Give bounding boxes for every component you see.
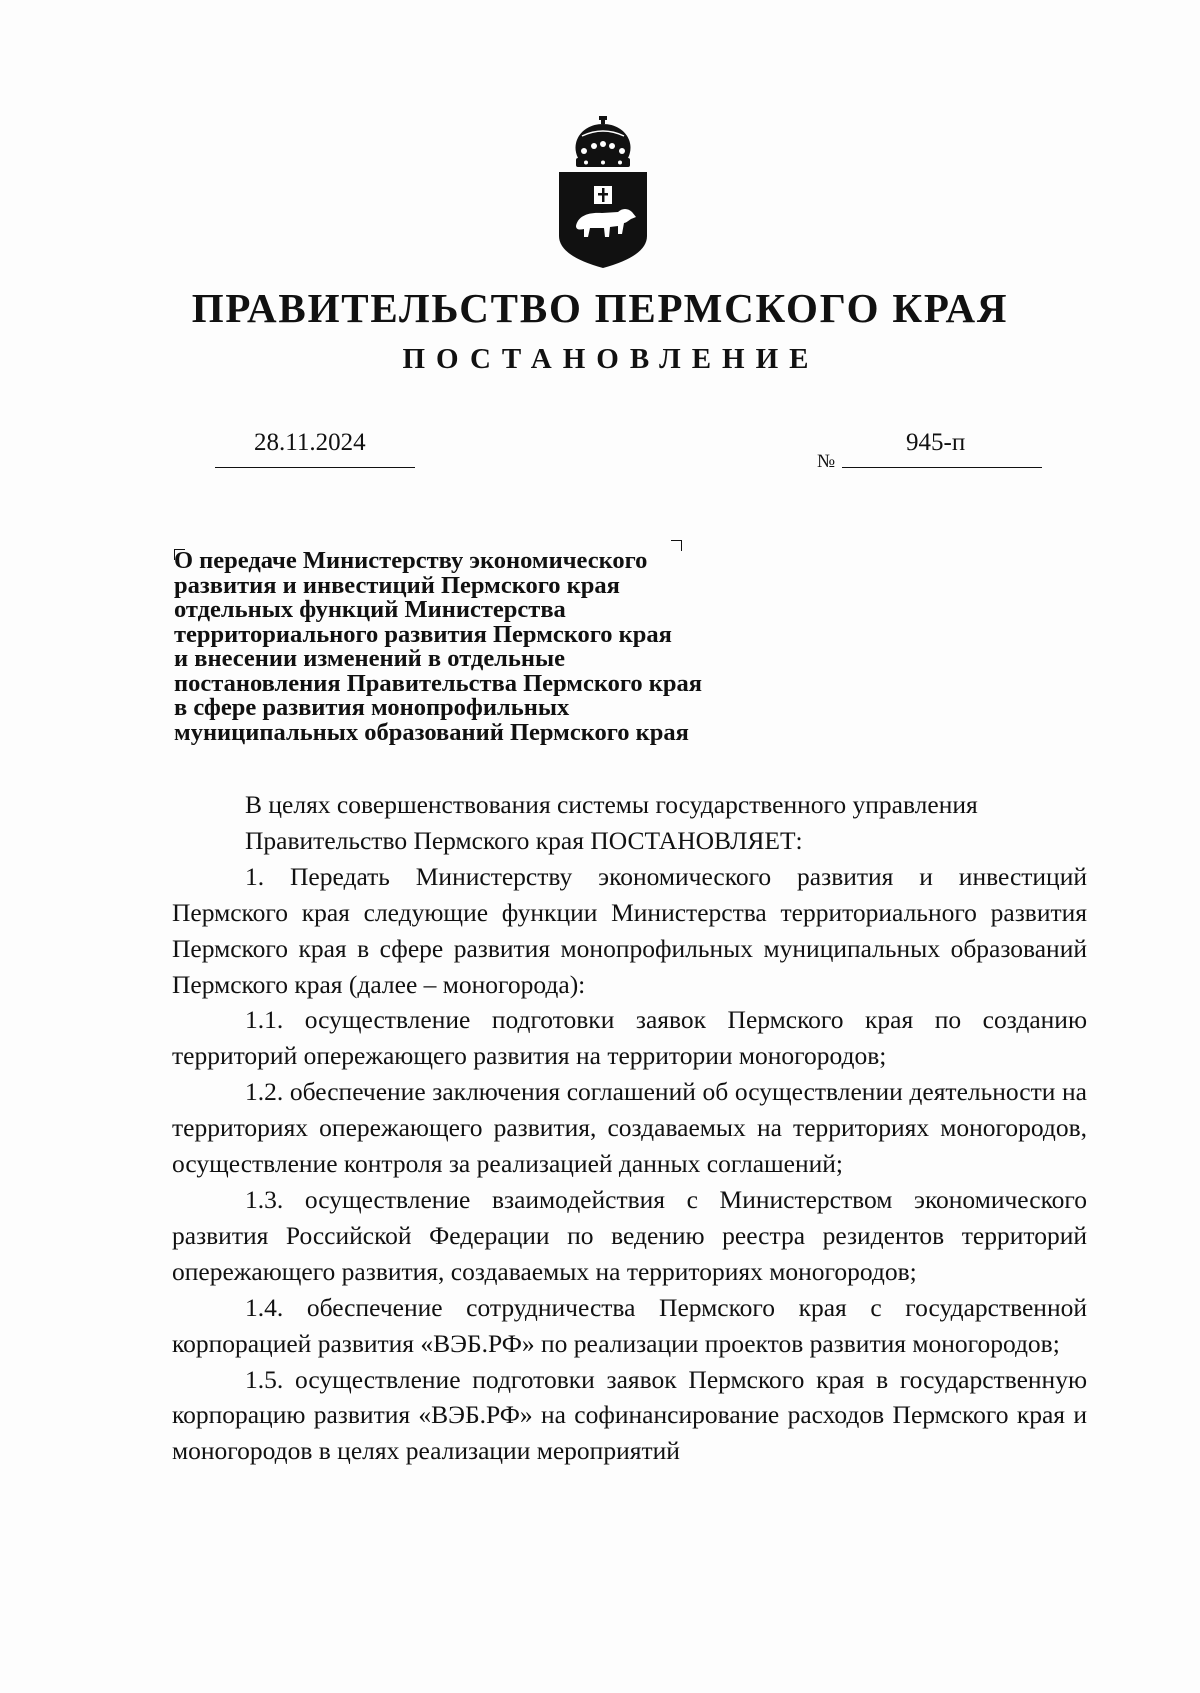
document-number: 945-п xyxy=(906,429,966,456)
subject-line: развития и инвестиций Пермского края xyxy=(174,571,620,599)
document-subject xyxy=(174,549,814,745)
body-paragraph: 1. Передать Министерству экономического развития и инвестиций Пермского края следующие функции Министерства территориального развития Пермского края в сфере развития монопрофильных муниципальных образований Пермского края (далее – моногорода): xyxy=(172,861,1087,999)
preamble-line: В целях совершенствования системы государственного управления xyxy=(245,790,978,819)
date-underline xyxy=(215,467,415,468)
subject-line: отдельных функций Министерства xyxy=(174,596,566,623)
document-body xyxy=(172,787,1087,1469)
subject-line: О передаче Министерству экономического xyxy=(174,547,648,574)
document-type-title: ПОСТАНОВЛЕНИЕ xyxy=(402,343,820,375)
body-paragraph: 1.4. обеспечение сотрудничества Пермского края с государственной корпорацией развития «ВЭБ.РФ» по реализации проектов развития моногородов; xyxy=(172,1292,1087,1358)
subject-line: и внесении изменений в отдельные xyxy=(174,645,566,672)
government-title: ПРАВИТЕЛЬСТВО ПЕРМСКОГО КРАЯ xyxy=(191,285,1009,331)
perm-krai-coat-of-arms-icon xyxy=(556,116,650,270)
subject-line: постановления Правительства Пермского края xyxy=(174,669,703,697)
preamble-line: Правительство Пермского края ПОСТАНОВЛЯЕТ: xyxy=(245,825,803,855)
subject-line: территориального развития Пермского края xyxy=(174,620,672,648)
number-underline xyxy=(842,467,1042,468)
body-paragraph: 1.2. обеспечение заключения соглашений об осуществлении деятельности на территориях опережающего развития, создаваемых на территориях моногородов, осуществление контроля за реализацией данных соглашений; xyxy=(172,1077,1087,1179)
number-sign: № xyxy=(817,451,836,472)
body-paragraph: 1.1. осуществление подготовки заявок Пермского края по созданию территорий опережающего развития на территории моногородов; xyxy=(172,1005,1087,1071)
document-date: 28.11.2024 xyxy=(254,429,366,456)
body-paragraph: 1.5. осуществление подготовки заявок Пермского края в государственную корпорацию развития «ВЭБ.РФ» на софинансирование расходов Пермского края и моногородов в целях реализации мероприятий xyxy=(172,1364,1087,1466)
subject-line: муниципальных образований Пермского края xyxy=(174,718,689,746)
subject-line: в сфере развития монопрофильных xyxy=(174,694,570,721)
body-paragraph: 1.3. осуществление взаимодействия с Министерством экономического развития Российской Федерации по ведению реестра резидентов территорий опережающего развития, создаваемых на территориях моногородов; xyxy=(172,1184,1087,1286)
